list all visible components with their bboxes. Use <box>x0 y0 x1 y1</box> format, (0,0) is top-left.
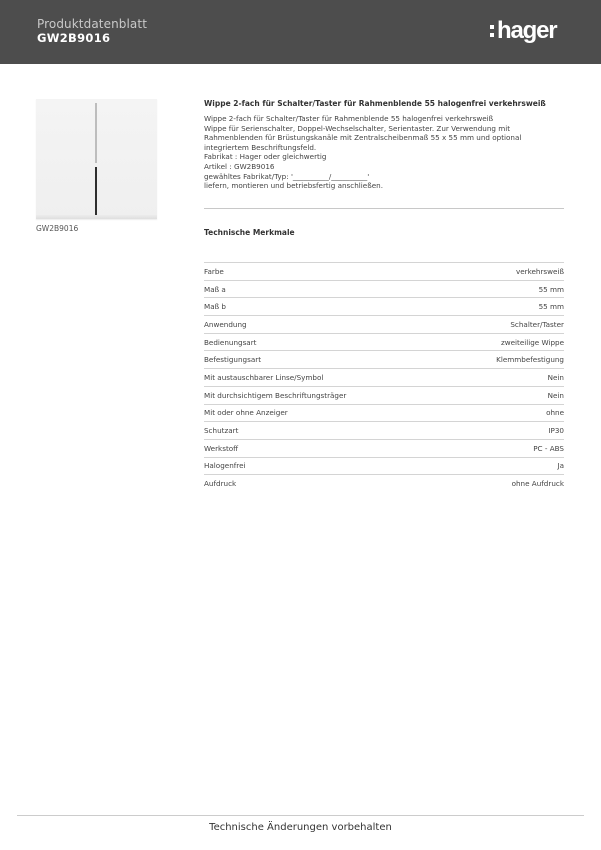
section-divider <box>204 208 564 209</box>
description-line: Fabrikat : Hager oder gleichwertig <box>204 152 327 162</box>
spec-value: ohne <box>546 408 564 418</box>
table-row <box>204 457 564 475</box>
description-line: gewähltes Fabrikat/Typ: '__________/__________' <box>204 171 370 181</box>
spec-label: Halogenfrei <box>204 461 246 471</box>
spec-value: PC - ABS <box>533 443 564 453</box>
table-row <box>204 280 564 298</box>
spec-label: Bedienungsart <box>204 337 257 347</box>
spec-label: Maß a <box>204 284 226 294</box>
product-edge <box>36 215 157 219</box>
description-line: integriertem Beschriftungsfeld. <box>204 142 317 152</box>
spec-value: Ja <box>557 461 564 471</box>
header-bar <box>0 0 601 64</box>
table-row <box>204 297 564 315</box>
table-row <box>204 262 564 280</box>
footer-divider <box>17 815 584 816</box>
spec-value: ohne Aufdruck <box>511 479 564 489</box>
image-caption: GW2B9016 <box>36 224 79 233</box>
table-row <box>204 333 564 351</box>
table-row <box>204 439 564 457</box>
specs-table <box>204 262 564 492</box>
table-row <box>204 386 564 404</box>
rocker-divider-lower <box>95 167 97 215</box>
spec-value: Nein <box>547 390 564 400</box>
description-line: Wippe 2-fach für Schalter/Taster für Rahmenblende 55 halogenfrei verkehrsweiß <box>204 114 494 123</box>
spec-label: Maß b <box>204 302 226 312</box>
spec-value: zweiteilige Wippe <box>500 337 564 347</box>
spec-label: Anwendung <box>204 319 247 329</box>
spec-value: IP30 <box>548 426 564 436</box>
description-line: Wippe für Serienschalter, Doppel-Wechselschalter, Serientaster. Zur Verwendung mit <box>204 123 511 133</box>
rocker-divider-upper <box>95 103 97 163</box>
spec-value: Nein <box>547 372 564 382</box>
spec-label: Mit durchsichtigem Beschriftungsträger <box>204 390 347 400</box>
table-row <box>204 421 564 439</box>
product-headline: Wippe 2-fach für Schalter/Taster für Rahmenblende 55 halogenfrei verkehrsweiß <box>204 99 546 108</box>
product-code: GW2B9016 <box>37 31 111 45</box>
spec-value: Schalter/Taster <box>510 319 564 329</box>
logo-dots-icon <box>490 25 494 37</box>
brand-logo <box>490 18 556 44</box>
table-row <box>204 315 564 333</box>
specs-title: Technische Merkmale <box>204 228 295 237</box>
description-line: liefern, montieren und betriebsfertig anschließen. <box>204 181 383 191</box>
spec-label: Mit oder ohne Anzeiger <box>204 408 288 418</box>
spec-value: Klemmbefestigung <box>496 355 564 365</box>
brand-wordmark: hager <box>497 17 557 44</box>
spec-value: verkehrsweiß <box>515 266 564 276</box>
spec-value: 55 mm <box>538 284 564 294</box>
spec-label: Farbe <box>204 266 224 276</box>
document-type: Produktdatenblatt <box>37 17 147 31</box>
table-row <box>204 404 564 422</box>
spec-label: Werkstoff <box>204 443 239 453</box>
table-row <box>204 368 564 386</box>
description-text <box>204 114 564 191</box>
spec-label: Mit austauschbarer Linse/Symbol <box>204 372 324 382</box>
spec-label: Schutzart <box>204 426 239 436</box>
table-row <box>204 474 564 492</box>
footer-note: Technische Änderungen vorbehalten <box>209 822 392 833</box>
description-line: Artikel : GW2B9016 <box>204 161 275 171</box>
spec-label: Aufdruck <box>204 479 237 489</box>
spec-value: 55 mm <box>538 302 564 312</box>
spec-label: Befestigungsart <box>204 355 262 365</box>
table-row <box>204 350 564 368</box>
description-block <box>204 99 564 191</box>
product-image <box>36 99 157 219</box>
description-line: Rahmenblenden für Brüstungskanäle mit Zentralscheibenmaß 55 x 55 mm und optional <box>204 133 522 143</box>
